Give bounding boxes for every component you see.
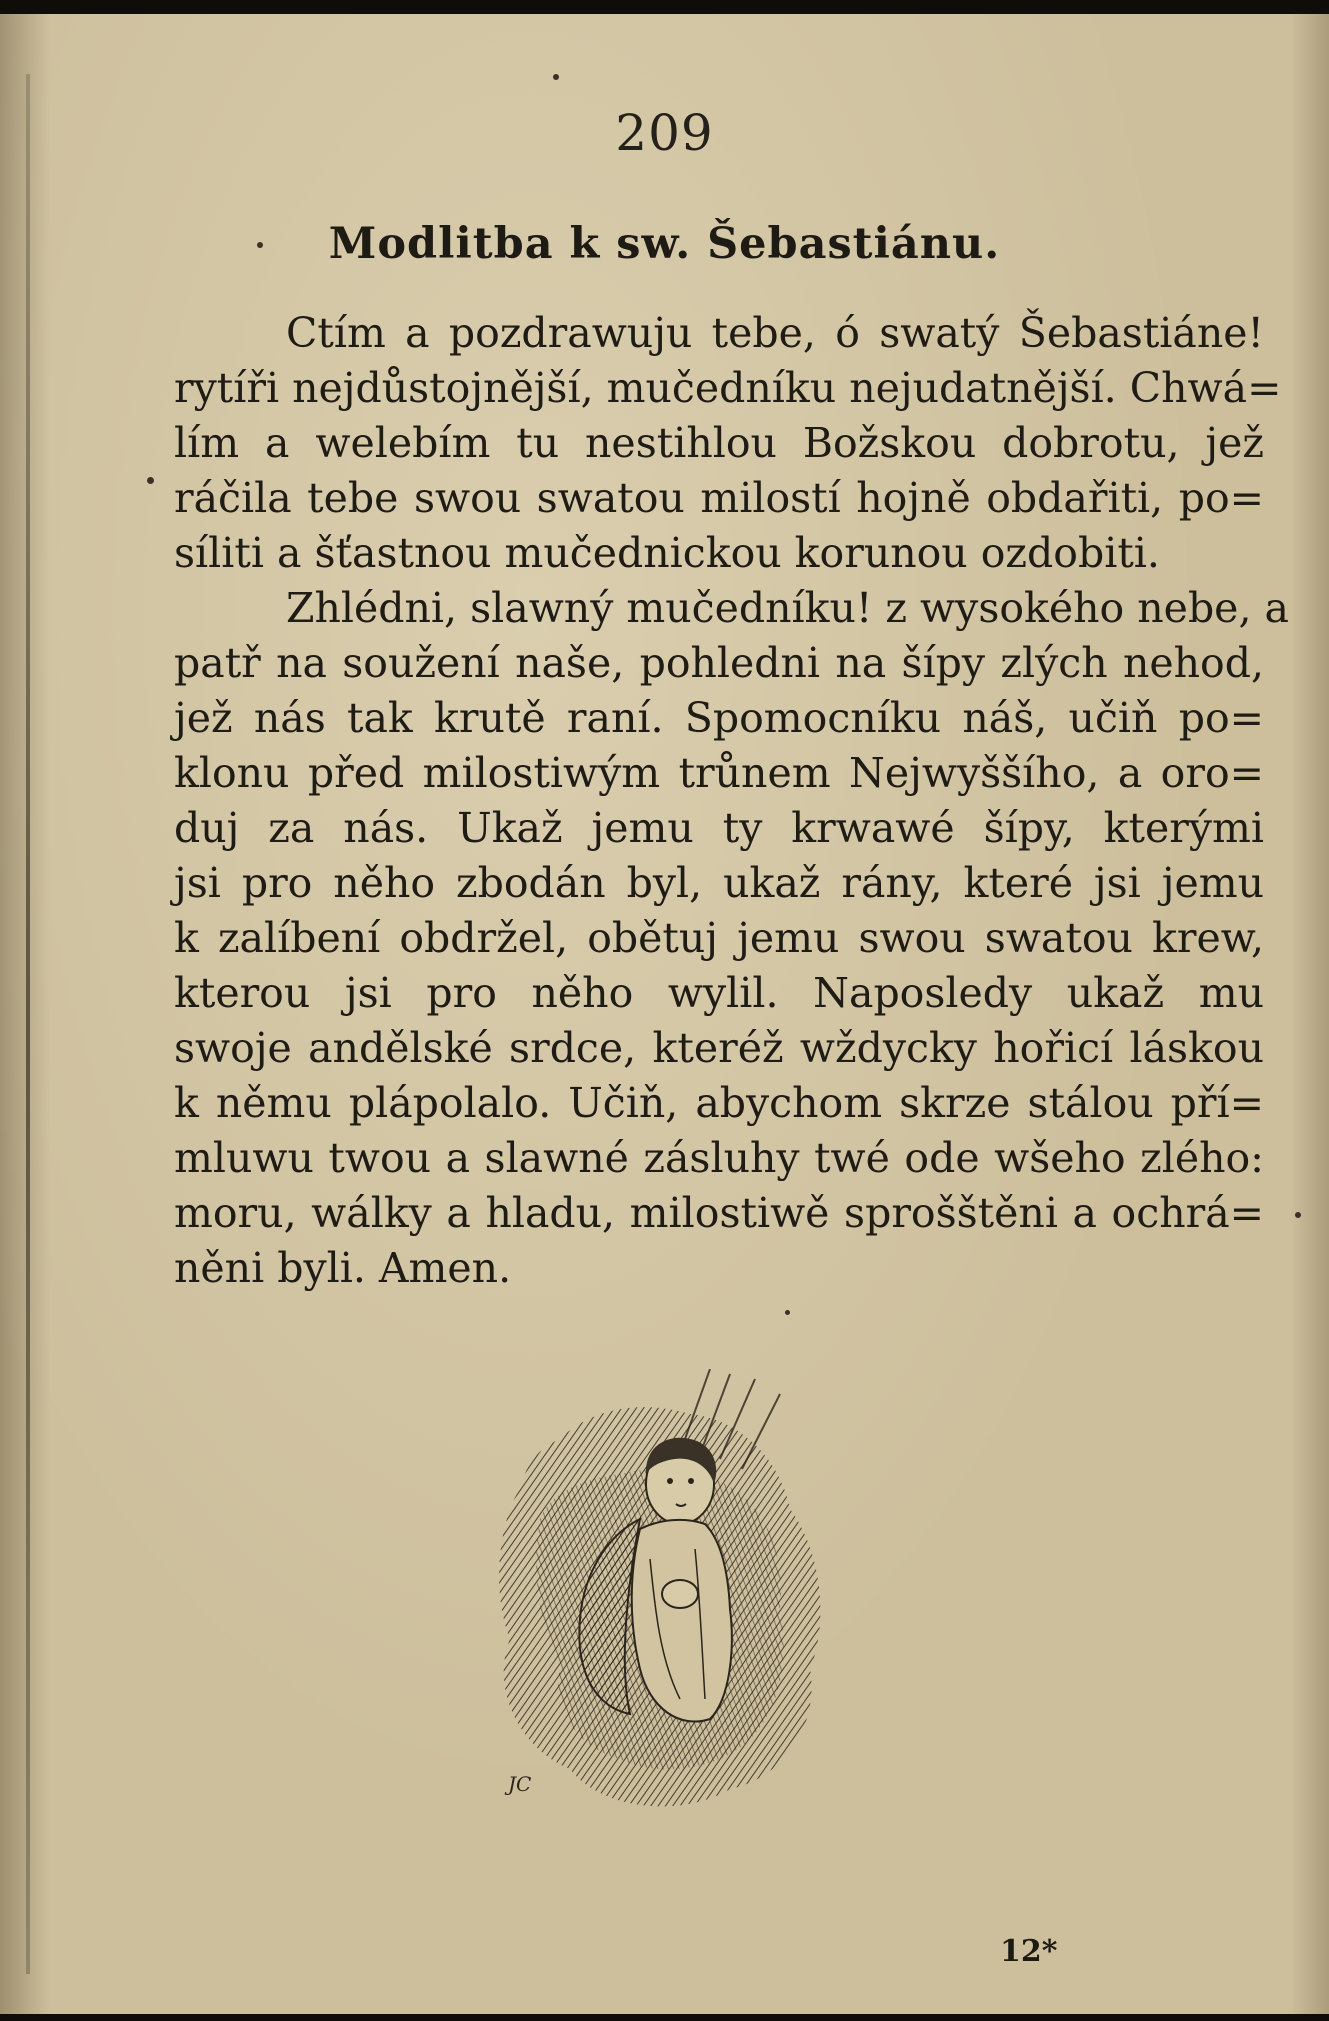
text-line: síliti a šťastnou mučednickou korunou ozdobiti.	[174, 529, 1160, 577]
text-line: Ctím a pozdrawuju tebe, ó swatý Šebastiáne!	[286, 309, 1264, 357]
text-line: patř na soužení naše, pohledni na šípy zlých nehod,	[174, 639, 1264, 687]
paragraph	[174, 306, 1282, 581]
text-line: kterou jsi pro něho wylil. Naposledy ukaž mu	[174, 969, 1264, 1017]
text-line: k němu plápolalo. Učiň, abychom skrze stálou pří=	[174, 1079, 1264, 1127]
text-line: rytíři nejdůstojnější, mučedníku nejudatnější. Chwá=	[174, 364, 1282, 412]
paragraph	[174, 581, 1289, 1296]
book-page	[0, 14, 1329, 2014]
text-line: klonu před milostiwým trůnem Nejwyššího, a oro=	[174, 749, 1264, 797]
text-line: jsi pro něho zbodán byl, ukaž rány, které jsi jemu	[174, 859, 1264, 907]
text-line: lím a welebím tu nestihlou Božskou dobrotu, jež	[174, 419, 1264, 467]
paper-speck	[553, 74, 559, 80]
paper-speck	[257, 242, 263, 248]
prayer-text	[174, 306, 1289, 1296]
text-line: Zhlédni, slawný mučedníku! z wysokého nebe, a	[286, 584, 1289, 632]
page-number: 209	[615, 104, 714, 162]
engraver-signature: JC	[508, 1772, 532, 1796]
binding-edge	[26, 74, 30, 1974]
text-line: ráčila tebe swou swatou milostí hojně obdařiti, po=	[174, 474, 1264, 522]
prayer-title: Modlitba k sw. Šebastiánu.	[328, 219, 1001, 269]
paper-speck	[785, 1310, 790, 1315]
paper-speck	[1295, 1212, 1301, 1218]
text-line: swoje andělské srdce, kteréž wždycky hořicí láskou	[174, 1024, 1264, 1072]
text-line: duj za nás. Ukaž jemu ty krwawé šípy, kterými	[174, 804, 1264, 852]
text-line: něni byli. Amen.	[174, 1244, 512, 1292]
text-line: jež nás tak krutě raní. Spomocníku náš, učiň po=	[174, 694, 1264, 742]
paper-speck	[147, 477, 154, 484]
engraving-angel-icon	[480, 1369, 840, 1829]
text-line: moru, wálky a hladu, milostiwě sprošštěni a ochrá=	[174, 1189, 1264, 1237]
text-line: k zalíbení obdržel, obětuj jemu swou swatou krew,	[174, 914, 1264, 962]
text-line: mluwu twou a slawné zásluhy twé ode wšeho zlého:	[174, 1134, 1264, 1182]
signature-mark: 12*	[1000, 1934, 1058, 1969]
